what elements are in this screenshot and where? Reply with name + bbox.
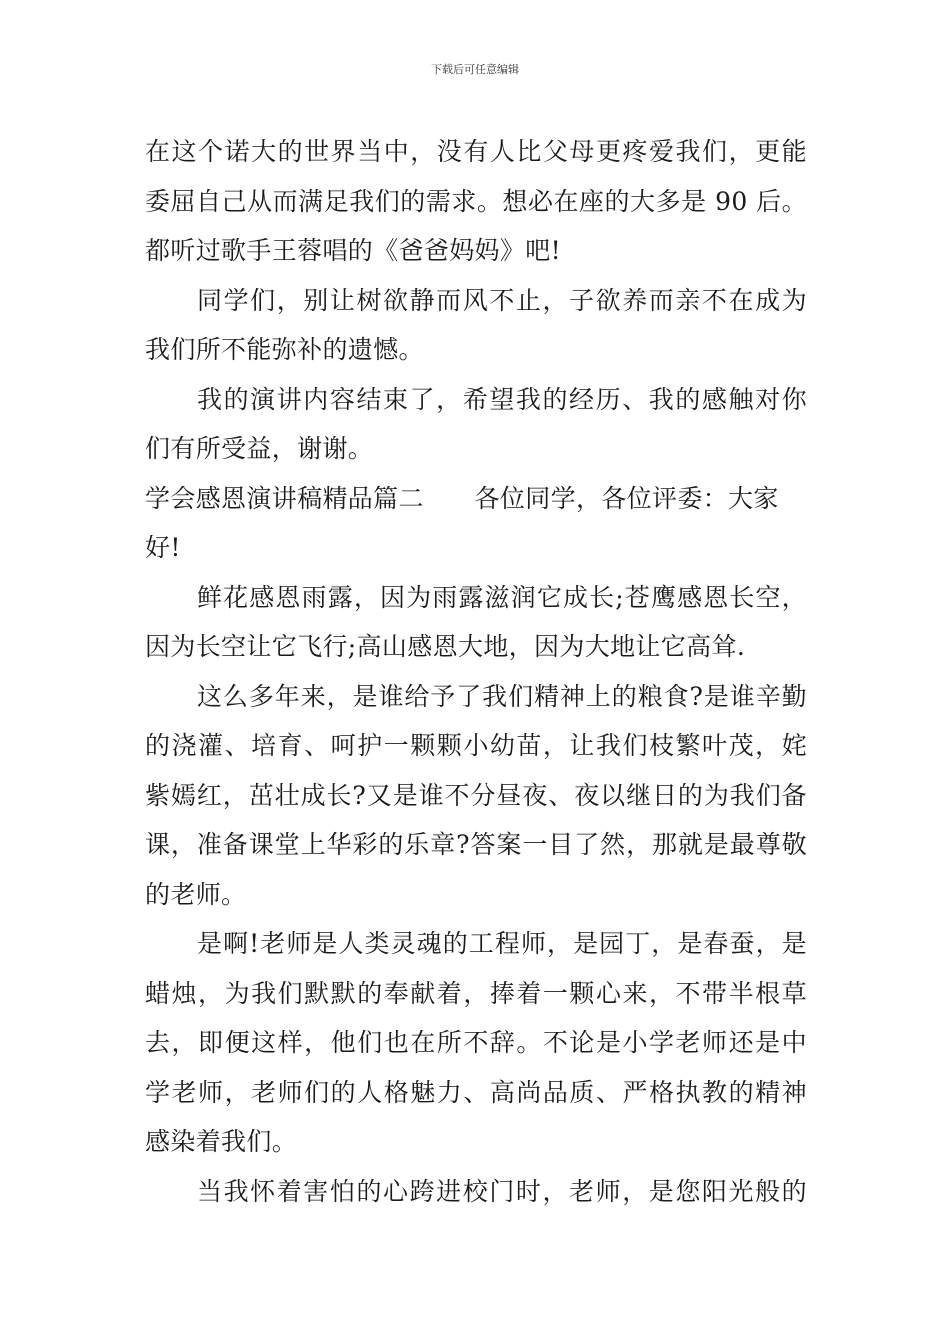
text-line: 们有所受益，谢谢。 (145, 434, 374, 463)
text-line: 学老师，老师们的人格魅力、高尚品质、严格执教的精神 (145, 1077, 807, 1107)
page-header-note: 下载后可任意编辑 (431, 63, 519, 76)
text-line: 我的演讲内容结束了，希望我的经历、我的感触对你 (197, 384, 807, 414)
text-line: 紫嫣红，茁壮成长?又是谁不分昼夜、夜以继日的为我们备 (145, 780, 807, 810)
text-line: 是啊!老师是人类灵魂的工程师，是园丁，是春蚕，是 (197, 929, 807, 958)
text-line: 因为长空让它飞行;高山感恩大地，因为大地让它高耸. (145, 632, 746, 661)
text-line: 的老师。 (145, 879, 247, 909)
document-body (145, 127, 807, 1216)
text-line: 鲜花感恩雨露，因为雨露滋润它成长;苍鹰感恩长空， (197, 582, 807, 612)
text-line: 课，准备课堂上华彩的乐章?答案一目了然，那就是最尊敬 (145, 830, 807, 859)
text-line: 当我怀着害怕的心跨进校门时，老师，是您阳光般的 (197, 1176, 807, 1206)
text-line: 这么多年来，是谁给予了我们精神上的粮食?是谁辛勤 (197, 681, 807, 711)
text-line: 同学们，别让树欲静而风不止，子欲养而亲不在成为 (197, 285, 807, 315)
text-line: 去，即便这样，他们也在所不辞。不论是小学老师还是中 (145, 1028, 807, 1057)
text-line: 的浇灌、培育、呵护一颗颗小幼苗，让我们枝繁叶茂，姹 (145, 731, 807, 760)
text-line: 都听过歌手王蓉唱的《爸爸妈妈》吧! (145, 236, 561, 265)
text-line: 好! (145, 533, 181, 562)
text-line: 感染着我们。 (145, 1127, 298, 1156)
text-line: 委屈自己从而满足我们的需求。想必在座的大多是 90 后。 (145, 186, 807, 216)
text-line: 我们所不能弥补的遗憾。 (145, 335, 424, 364)
text-line: 在这个诺大的世界当中，没有人比父母更疼爱我们，更能 (145, 137, 807, 166)
section-title-line: 学会感恩演讲稿精品篇二 各位同学，各位评委：大家 (145, 483, 779, 513)
text-line: 蜡烛，为我们默默的奉献着，捧着一颗心来，不带半根草 (145, 978, 807, 1008)
